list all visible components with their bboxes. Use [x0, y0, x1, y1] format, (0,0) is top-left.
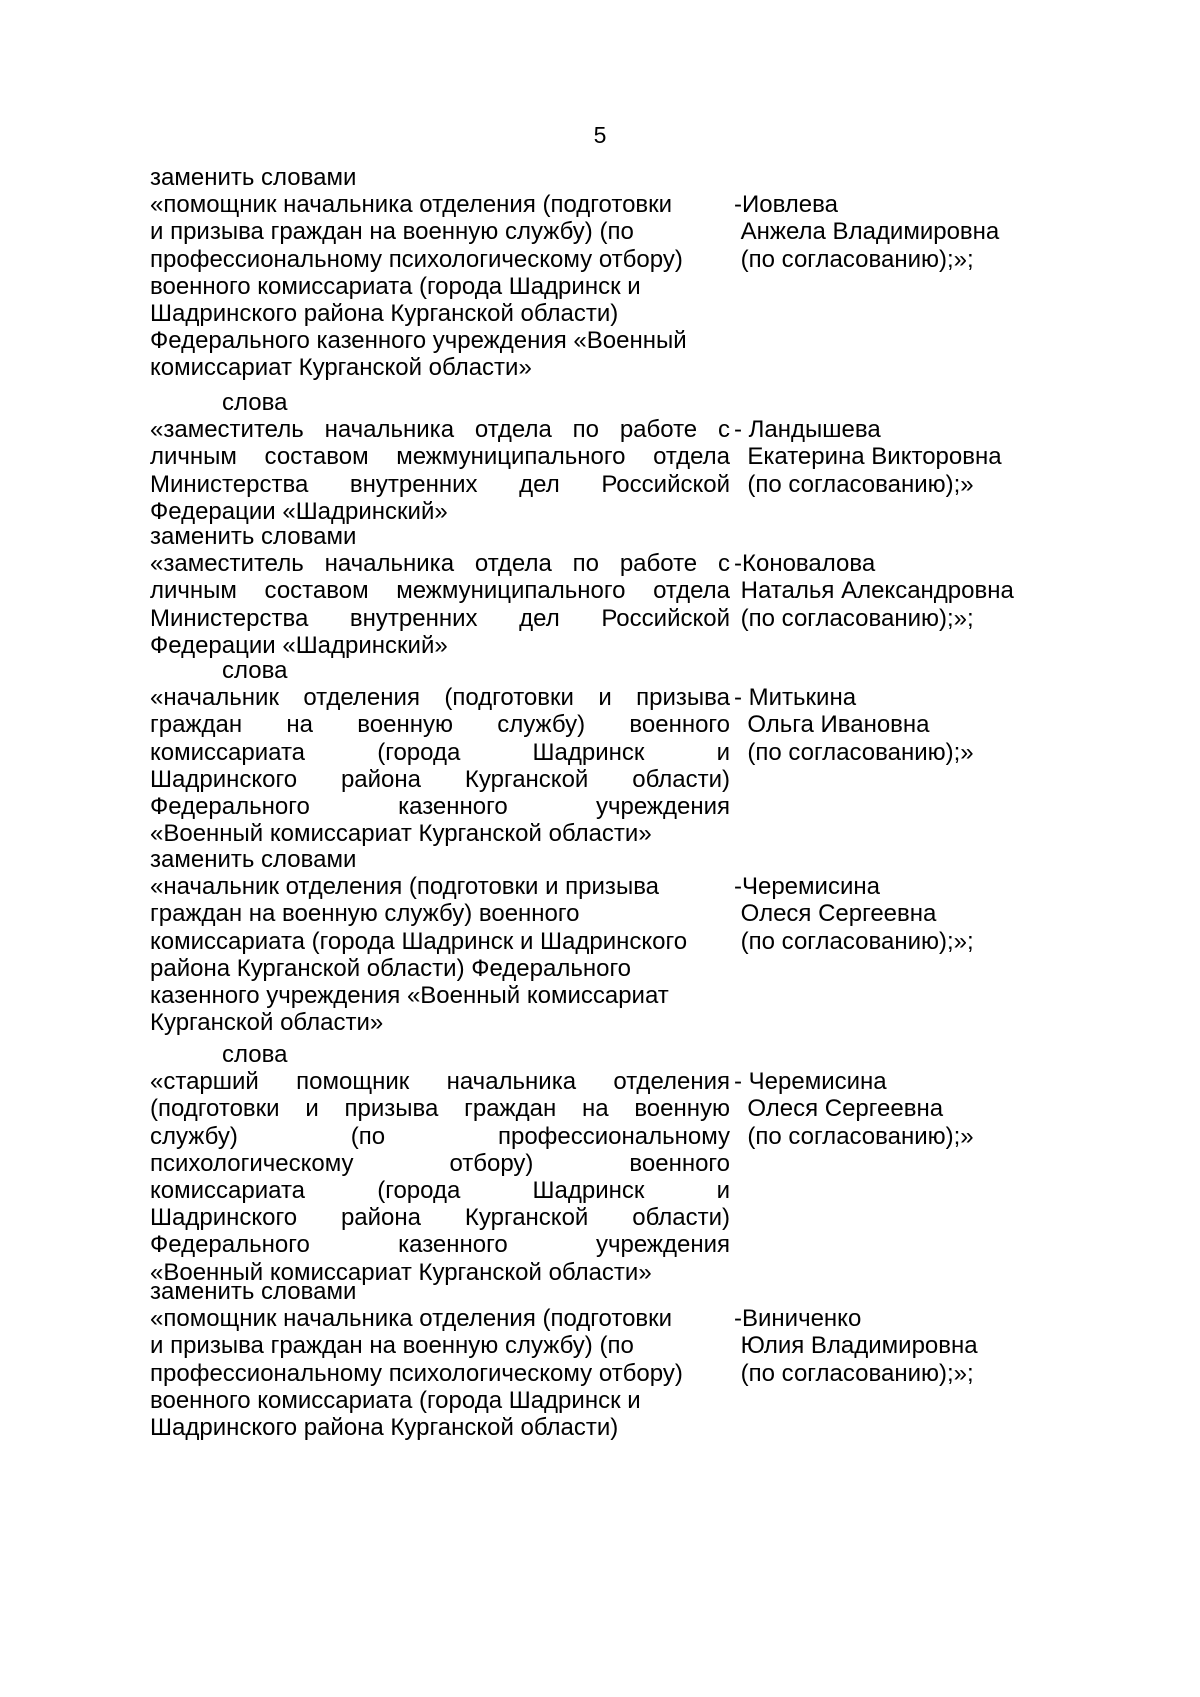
position-text-line: «Военный комиссариат Курганской области» [150, 1258, 652, 1286]
position-text-line: «Военный комиссариат Курганской области» [150, 820, 652, 848]
person-surname: - Черемисина [734, 1068, 887, 1096]
position-text-line: «помощник начальника отделения (подготовки [150, 191, 673, 219]
position-text-line: комиссариата (города Шадринск и [150, 738, 730, 766]
position-text-line: «заместитель начальника отдела по работе с [150, 416, 730, 444]
position-text-line: комиссариат Курганской области» [150, 354, 532, 382]
position-text-line: Шадринского района Курганской области) [150, 765, 730, 793]
position-text-line: психологическому отбору) военного [150, 1149, 730, 1177]
position-text-line: Федерального казенного учреждения «Военный [150, 327, 687, 355]
person-name: Наталья Александровна [734, 577, 1014, 605]
position-text-line: Курганской области» [150, 1009, 384, 1037]
position-text-line: военного комиссариата (города Шадринск и [150, 1386, 641, 1414]
position-text-line: «заместитель начальника отдела по работе с [150, 550, 730, 578]
position-text-line: личным составом межмуниципального отдела [150, 577, 730, 605]
page-number: 5 [593, 122, 607, 148]
person-surname: -Иовлева [734, 191, 838, 219]
position-text-line: «помощник начальника отделения (подготовки [150, 1305, 673, 1333]
person-surname: - Ландышева [734, 416, 881, 444]
position-text-line: (подготовки и призыва граждан на военную [150, 1095, 730, 1123]
agreement-note: (по согласованию);» [734, 1122, 974, 1150]
position-text-line: и призыва граждан на военную службу) (по [150, 1332, 634, 1360]
person-name: Олеся Сергеевна [734, 900, 937, 928]
entry-header: заменить словами [150, 164, 357, 191]
position-text-line: военного комиссариата (города Шадринск и [150, 272, 641, 300]
position-text-line: Шадринского района Курганской области) [150, 1204, 730, 1232]
entry-header: слова [222, 389, 288, 416]
entry-header: заменить словами [150, 523, 357, 550]
position-text-line: Шадринского района Курганской области) [150, 300, 619, 327]
position-text-line: Шадринского района Курганской области) [150, 1414, 619, 1441]
entry-header: заменить словами [150, 846, 357, 873]
agreement-note: (по согласованию);» [734, 738, 974, 766]
entry-header: заменить словами [150, 1278, 357, 1305]
person-surname: -Виниченко [734, 1305, 862, 1333]
person-name: Юлия Владимировна [734, 1332, 978, 1360]
position-text-line: «начальник отделения (подготовки и призыва [150, 684, 730, 712]
position-text-line: «начальник отделения (подготовки и призыва [150, 873, 660, 901]
person-name: Ольга Ивановна [734, 711, 930, 739]
position-text-line: профессиональному психологическому отбору) [150, 245, 683, 273]
person-surname: -Коновалова [734, 550, 876, 578]
position-text-line: Министерства внутренних дел Российской [150, 604, 730, 632]
position-text-line: Министерства внутренних дел Российской [150, 470, 730, 498]
agreement-note: (по согласованию);»; [734, 245, 974, 273]
agreement-note: (по согласованию);»; [734, 927, 974, 955]
position-text-line: и призыва граждан на военную службу) (по [150, 218, 634, 246]
person-surname: - Митькина [734, 684, 857, 712]
position-text-line: района Курганской области) Федерального [150, 954, 632, 982]
position-text-line: «старший помощник начальника отделения [150, 1068, 730, 1096]
agreement-note: (по согласованию);»; [734, 604, 974, 632]
entry-header: слова [222, 657, 288, 684]
entry-header: слова [222, 1041, 288, 1068]
position-text-line: Федерального казенного учреждения [150, 1231, 730, 1259]
position-text-line: казенного учреждения «Военный комиссариат [150, 982, 669, 1009]
agreement-note: (по согласованию);»; [734, 1359, 974, 1387]
position-text-line: комиссариата (города Шадринск и Шадринского [150, 927, 688, 955]
person-name: Екатерина Викторовна [734, 443, 1002, 471]
agreement-note: (по согласованию);» [734, 470, 974, 498]
person-surname: -Черемисина [734, 873, 880, 901]
position-text-line: Федерации «Шадринский» [150, 497, 448, 525]
position-text-line: личным составом межмуниципального отдела [150, 443, 730, 471]
position-text-line: службу) (по профессиональному [150, 1122, 730, 1150]
person-name: Олеся Сергеевна [734, 1095, 944, 1123]
position-text-line: комиссариата (города Шадринск и [150, 1177, 730, 1204]
position-text-line: граждан на военную службу) военного [150, 900, 580, 928]
position-text-line: Федерации «Шадринский» [150, 631, 448, 659]
position-text-line: Федерального казенного учреждения [150, 793, 730, 820]
position-text-line: профессиональному психологическому отбору) [150, 1359, 683, 1387]
person-name: Анжела Владимировна [734, 218, 1000, 246]
position-text-line: граждан на военную службу) военного [150, 711, 730, 739]
